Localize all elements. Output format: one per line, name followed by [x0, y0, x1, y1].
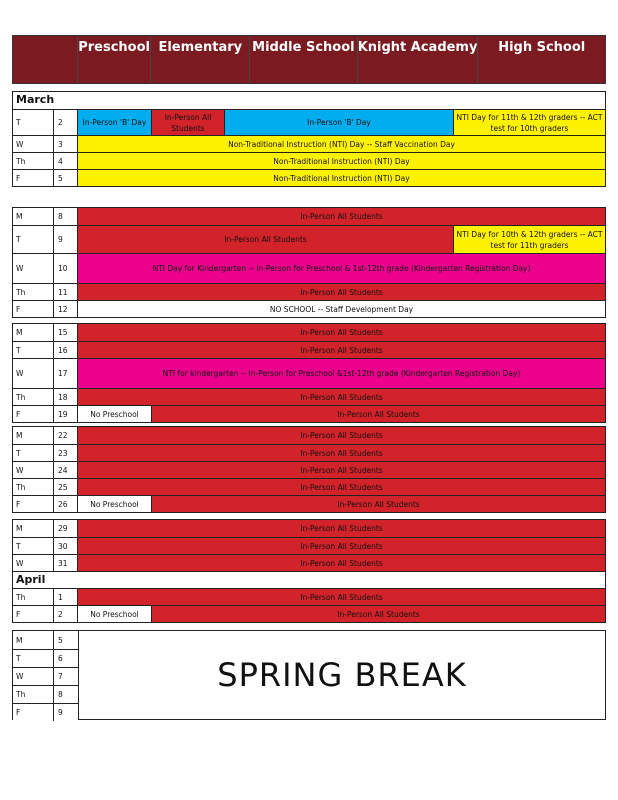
date-number: 30	[54, 538, 78, 554]
schedule-cell: In-Person All Students	[152, 496, 605, 512]
weekday: M	[13, 208, 54, 225]
weekday: Th	[13, 284, 54, 300]
date-number: 11	[54, 284, 78, 300]
date-number: 12	[54, 301, 78, 317]
weekday: T	[13, 342, 54, 358]
date-number: 5	[54, 170, 78, 186]
date-number: 5	[54, 631, 78, 649]
date-number: 8	[54, 208, 78, 225]
day-row	[13, 388, 605, 405]
date-number: 8	[54, 686, 78, 703]
weekday: F	[13, 496, 54, 512]
spring-break-block	[12, 630, 606, 720]
week-block	[12, 519, 606, 623]
schedule-cell: In-Person All Students	[78, 555, 605, 571]
schedule-cell: In-Person All Students	[78, 427, 605, 444]
schedule-cell: In-Person All Students	[152, 406, 605, 422]
schedule-cell: NTI for kindergarten -- In-Person for Preschool &1st-12th grade (Kindergarten Registration Day)	[78, 359, 605, 388]
date-number: 19	[54, 406, 78, 422]
date-number: 9	[54, 226, 78, 253]
weekday: T	[13, 538, 54, 554]
day-row	[13, 225, 605, 253]
schedule-cell: In-Person All Students	[78, 445, 605, 461]
schedule-cell: In-Person All Students	[78, 520, 605, 537]
weekday: F	[13, 406, 54, 422]
column-header	[12, 35, 606, 84]
schedule-cell: NTI Day for 10th & 12th graders -- ACT test for 11th graders	[454, 226, 605, 253]
weekday: F	[13, 606, 54, 622]
schedule-cell: In-Person All Students	[78, 589, 605, 605]
date-number: 4	[54, 153, 78, 169]
date-number: 26	[54, 496, 78, 512]
date-number: 2	[54, 606, 78, 622]
date-number: 7	[54, 668, 78, 685]
header-col-5: High School	[477, 36, 605, 83]
schedule-cell: NTI Day for 11th & 12th graders -- ACT test for 10th graders	[454, 110, 605, 135]
day-row	[13, 461, 605, 478]
week-block	[12, 91, 606, 187]
day-row	[13, 208, 605, 225]
schedule-cell: No Preschool	[78, 606, 152, 622]
weekday: M	[13, 520, 54, 537]
weekday: W	[13, 462, 54, 478]
weekday: W	[13, 555, 54, 571]
weekday: W	[13, 254, 54, 283]
weekday: Th	[13, 153, 54, 169]
schedule-cell: In-Person All Students	[152, 606, 605, 622]
spring-break-label: SPRING BREAK	[78, 631, 605, 719]
day-row	[13, 341, 605, 358]
schedule-cell: In-Person 'B' Day	[78, 110, 152, 135]
schedule-cell: Non-Traditional Instruction (NTI) Day -- Staff Vaccination Day	[78, 136, 605, 152]
day-row	[13, 478, 605, 495]
weekday: Th	[13, 389, 54, 405]
weekday: T	[13, 110, 54, 135]
schedule-cell: In-Person All Students	[78, 324, 605, 341]
day-row	[13, 649, 78, 667]
weekday: M	[13, 427, 54, 444]
date-number: 1	[54, 589, 78, 605]
schedule-cell: In-Person All Students	[78, 342, 605, 358]
date-number: 23	[54, 445, 78, 461]
day-row	[13, 405, 605, 422]
day-row	[13, 427, 605, 444]
weekday: M	[13, 324, 54, 341]
schedule-cell: In-Person 'B' Day	[225, 110, 454, 135]
date-number: 18	[54, 389, 78, 405]
schedule-cell: NO SCHOOL -- Staff Development Day	[78, 301, 605, 317]
day-row	[13, 358, 605, 388]
header-col-2: Elementary	[150, 36, 249, 83]
date-number: 3	[54, 136, 78, 152]
schedule-cell: No Preschool	[78, 496, 152, 512]
week-block	[12, 426, 606, 513]
day-row	[13, 253, 605, 283]
schedule-cell: In-Person All Students	[78, 208, 605, 225]
day-row	[13, 537, 605, 554]
header-col-3: Middle School	[249, 36, 357, 83]
header-col-1: Preschool	[77, 36, 151, 83]
day-row	[13, 588, 605, 605]
date-number: 24	[54, 462, 78, 478]
day-row	[13, 109, 605, 135]
date-number: 16	[54, 342, 78, 358]
date-number: 31	[54, 555, 78, 571]
schedule-cell: In-Person All Students	[78, 538, 605, 554]
schedule-cell: In-Person All Students	[78, 284, 605, 300]
weekday: M	[13, 631, 54, 649]
date-number: 22	[54, 427, 78, 444]
date-number: 15	[54, 324, 78, 341]
date-number: 25	[54, 479, 78, 495]
weekday: F	[13, 170, 54, 186]
weekday: Th	[13, 686, 54, 703]
weekday: T	[13, 445, 54, 461]
day-row	[13, 605, 605, 622]
day-row	[13, 520, 605, 537]
day-row	[13, 495, 605, 512]
weekday: F	[13, 704, 54, 721]
day-row	[13, 283, 605, 300]
schedule-cell: Non-Traditional Instruction (NTI) Day	[78, 170, 605, 186]
weekday: T	[13, 650, 54, 667]
weekday: W	[13, 359, 54, 388]
date-number: 9	[54, 704, 78, 721]
weekday: Th	[13, 479, 54, 495]
date-number: 2	[54, 110, 78, 135]
day-row	[13, 300, 605, 317]
header-col-4: Knight Academy	[357, 36, 478, 83]
weekday: F	[13, 301, 54, 317]
month-label: March	[16, 93, 55, 106]
day-row	[13, 444, 605, 461]
schedule-cell: In-Person All Students	[78, 479, 605, 495]
schedule-cell: In-Person All Students	[78, 462, 605, 478]
day-row	[13, 631, 78, 649]
weekday: W	[13, 668, 54, 685]
day-row	[13, 685, 78, 703]
day-row	[13, 667, 78, 685]
day-row	[13, 324, 605, 341]
day-row	[13, 554, 605, 571]
day-row	[13, 703, 78, 721]
day-row	[13, 152, 605, 169]
date-number: 17	[54, 359, 78, 388]
schedule-cell: NTI Day for Kindergarten -- In-Person for Preschool & 1st-12th grade (Kindergarten Registration Day)	[78, 254, 605, 283]
weekday: W	[13, 136, 54, 152]
schedule-cell: In-Person All Students	[78, 226, 454, 253]
week-block	[12, 207, 606, 318]
schedule-cell: In-Person All Students	[78, 389, 605, 405]
header-col-0	[13, 36, 77, 83]
week-block	[12, 323, 606, 423]
day-row	[13, 135, 605, 152]
day-row	[13, 169, 605, 186]
month-label: April	[13, 571, 605, 588]
schedule-cell: In-Person All Students	[152, 110, 225, 135]
date-number: 29	[54, 520, 78, 537]
date-number: 10	[54, 254, 78, 283]
date-number: 6	[54, 650, 78, 667]
schedule-cell: Non-Traditional Instruction (NTI) Day	[78, 153, 605, 169]
weekday: Th	[13, 589, 54, 605]
spring-break-days	[13, 631, 78, 719]
schedule-cell: No Preschool	[78, 406, 152, 422]
weekday: T	[13, 226, 54, 253]
